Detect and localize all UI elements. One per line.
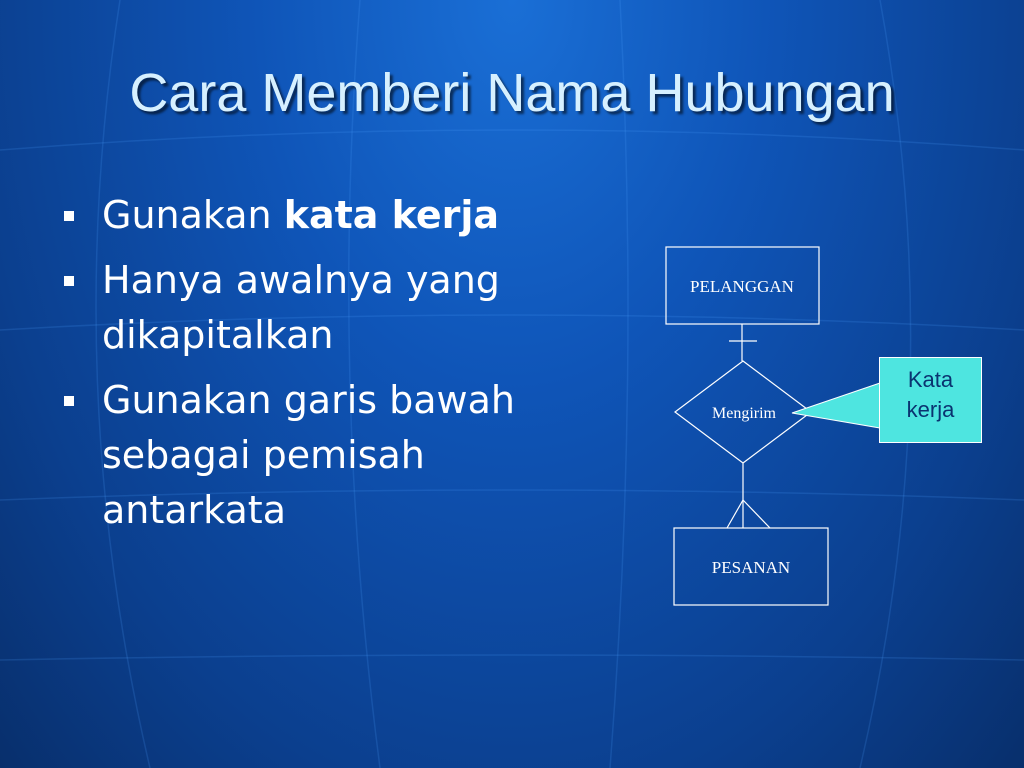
bullet-marker-icon	[64, 276, 74, 286]
callout-text-line2: kerja	[906, 397, 955, 422]
entity-label-pelanggan: PELANGGAN	[690, 277, 794, 296]
bullet-item-underscore	[62, 373, 542, 538]
bullet-text: Gunakan	[102, 193, 284, 237]
bullet-item-verb	[62, 188, 542, 243]
callout-text-line1: Kata	[907, 367, 954, 392]
bullet-item-capitalize	[62, 253, 542, 363]
bullet-text: Hanya awalnya yang dikapitalkan	[102, 258, 500, 357]
relationship-label: Mengirim	[712, 405, 776, 422]
bullet-marker-icon	[64, 211, 74, 221]
bullet-list	[62, 188, 542, 548]
slide-title: Cara Memberi Nama Hubungan	[129, 63, 895, 123]
entity-label-pesanan: PESANAN	[711, 558, 791, 577]
bullet-text: Gunakan garis bawah sebagai pemisah antarkata	[102, 378, 516, 532]
bullet-text-bold: kata kerja	[283, 193, 500, 237]
callout-kata-kerja	[879, 357, 982, 443]
bullet-marker-icon	[64, 396, 74, 406]
